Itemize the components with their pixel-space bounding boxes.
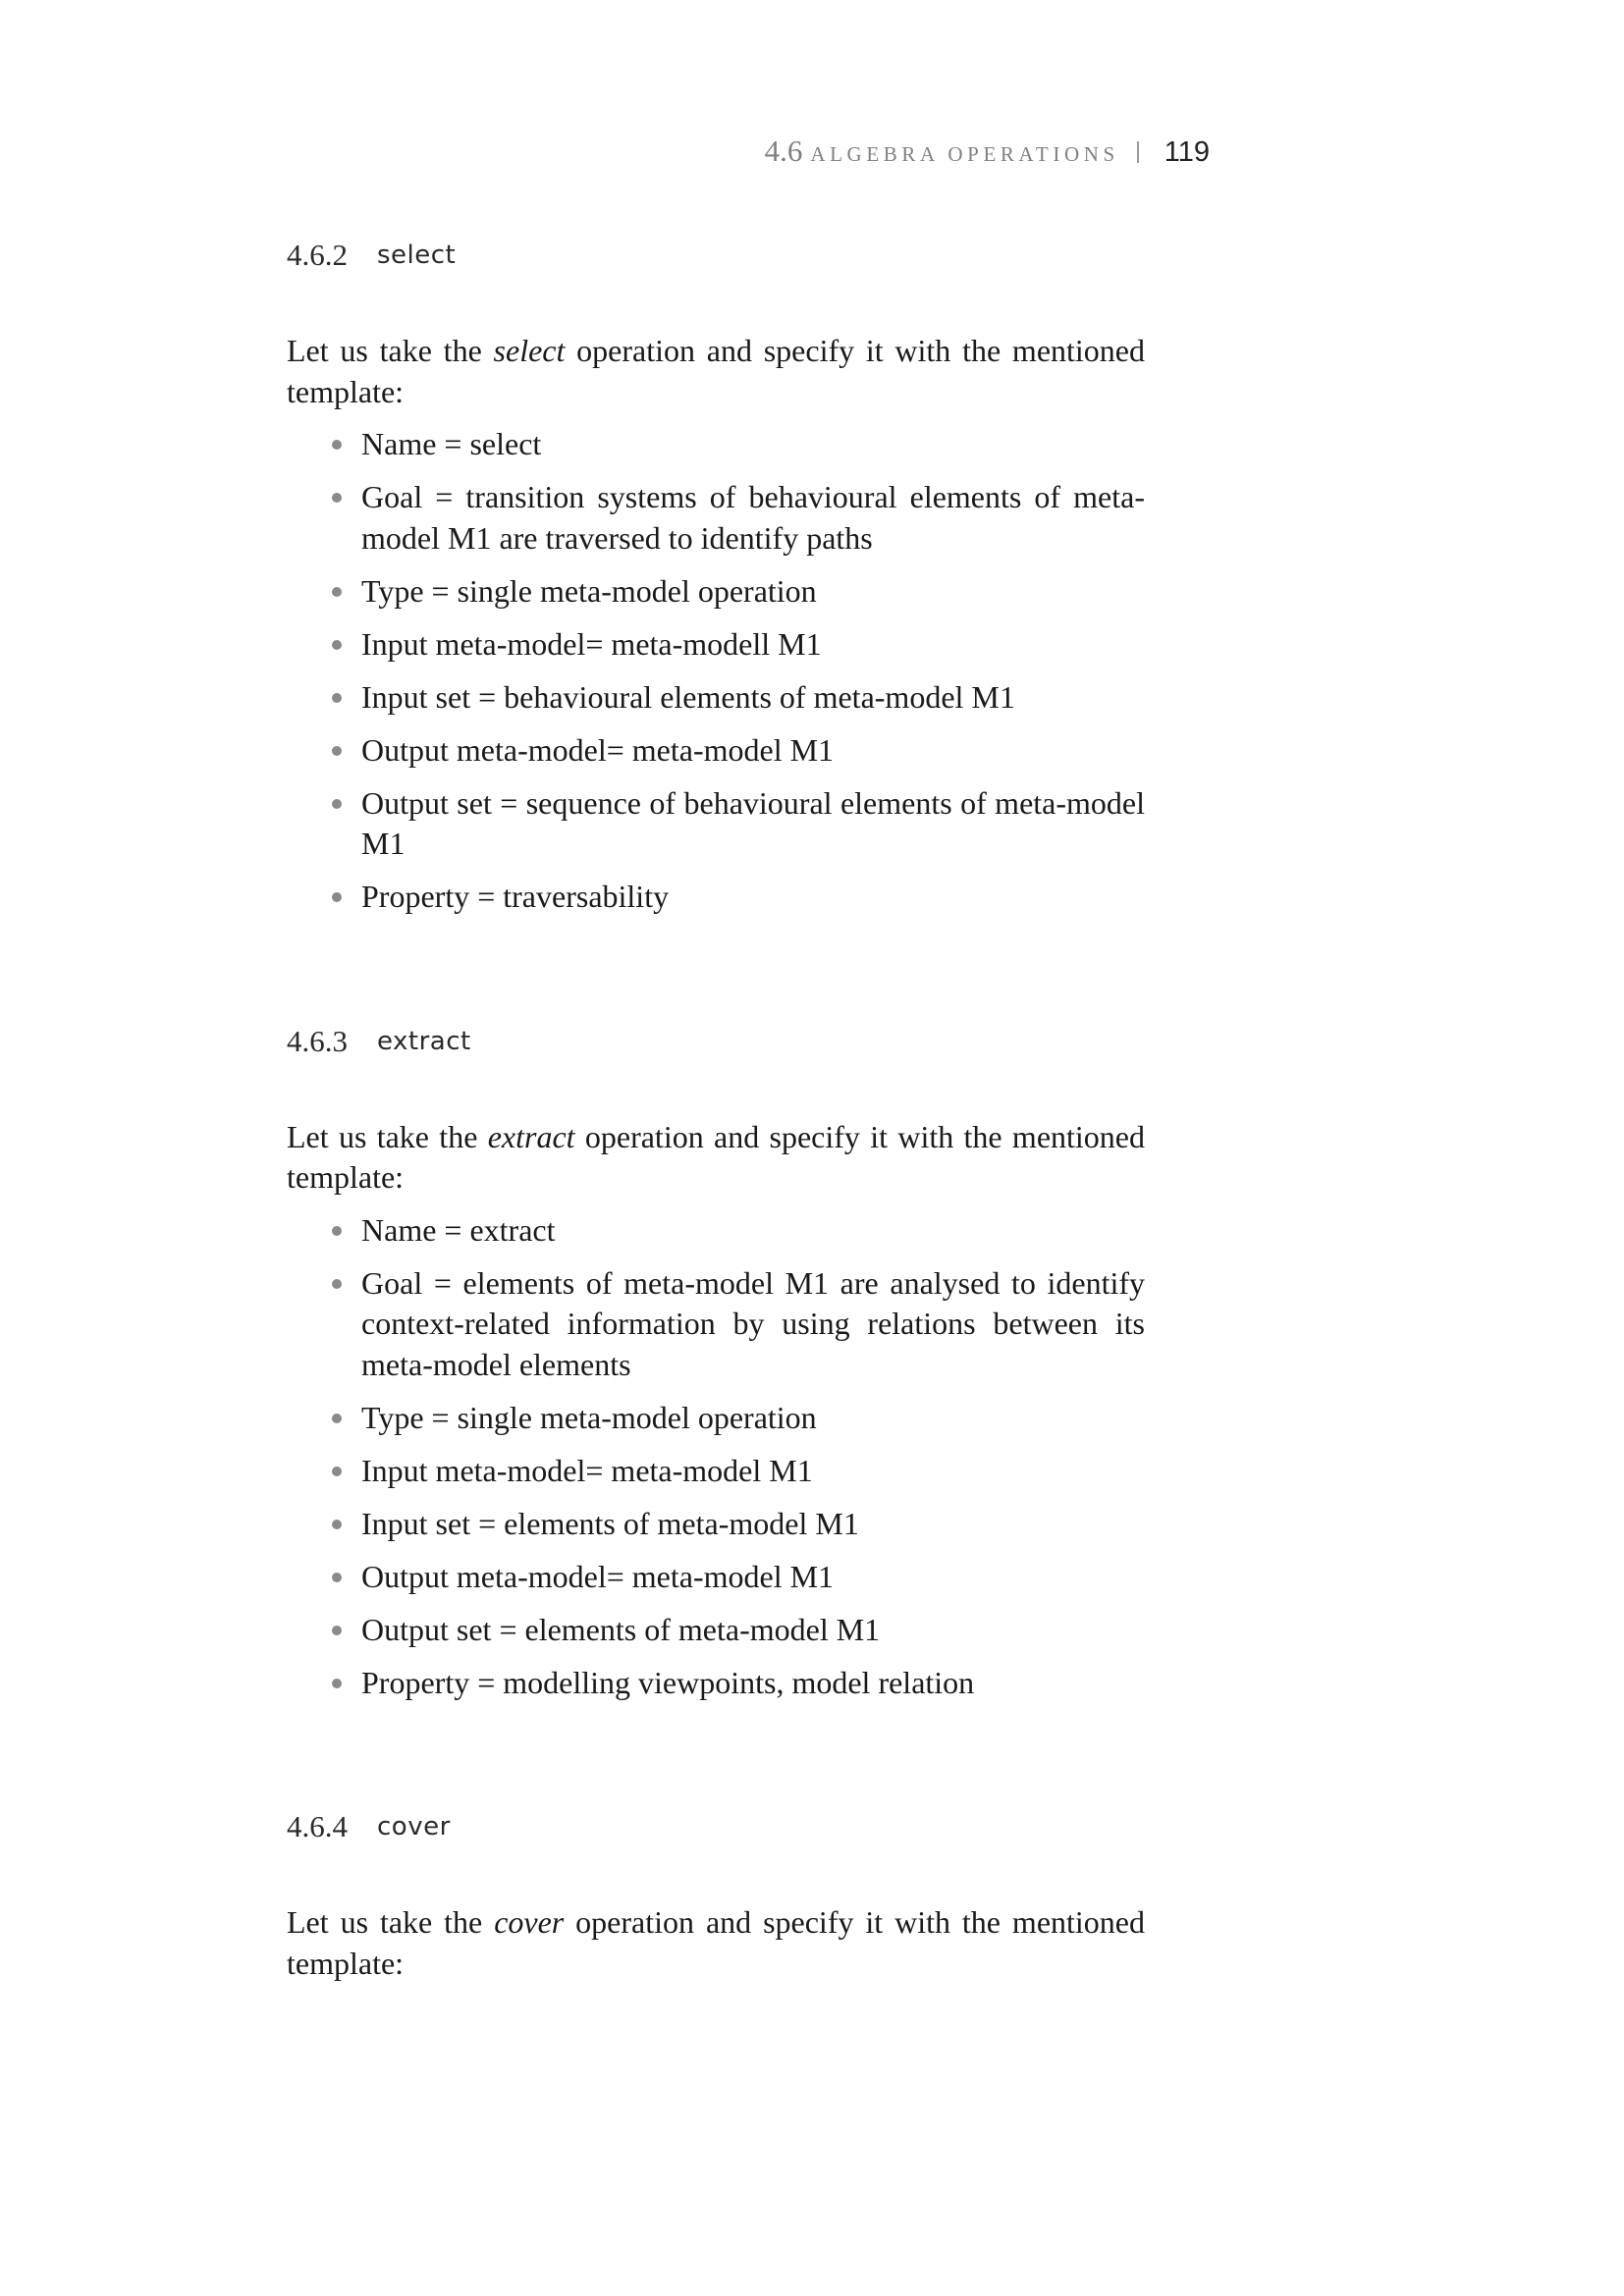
bullet-icon <box>332 1626 342 1635</box>
subsection-cover <box>287 1795 1151 1984</box>
list-item: Output meta-model= meta-model M1 <box>287 730 1145 772</box>
bullet-icon <box>332 1573 342 1582</box>
list-item: Goal = elements of meta-model M1 are analysed to identify context-related information by using relations between its meta-model elements <box>287 1263 1145 1386</box>
bullet-icon <box>332 493 342 503</box>
subsection-heading <box>287 1010 1151 1073</box>
page-number: 119 <box>1164 136 1210 168</box>
subsection-select <box>287 224 1151 918</box>
bullet-icon <box>332 1467 342 1476</box>
bullet-icon <box>332 1279 342 1289</box>
intro-paragraph <box>287 1117 1145 1199</box>
bullet-icon <box>332 640 342 650</box>
bullet-icon <box>332 1414 342 1423</box>
list-item: Input meta-model= meta-model M1 <box>287 1451 1145 1492</box>
subsection-title: cover <box>377 1812 451 1842</box>
header-separator <box>1137 141 1139 163</box>
header-section-number: 4.6 <box>764 133 803 168</box>
intro-paragraph <box>287 1902 1145 1984</box>
subsection-number: 4.6.4 <box>287 1809 348 1843</box>
bullet-icon <box>332 693 342 703</box>
intro-text: operation and specify it with the mentioned template: <box>287 1904 1146 1981</box>
subsection-heading <box>287 1795 1151 1858</box>
intro-emphasis: extract <box>487 1118 575 1154</box>
intro-text: Let us take the <box>287 1904 495 1940</box>
intro-text: operation and specify it with the mentioned template: <box>287 1118 1146 1195</box>
list-item: Output set = elements of meta-model M1 <box>287 1610 1145 1651</box>
subsection-heading <box>287 224 1151 287</box>
subsection-number: 4.6.2 <box>287 238 348 272</box>
intro-text: operation and specify it with the mentioned template: <box>287 333 1146 409</box>
bullet-icon <box>332 587 342 597</box>
subsection-extract <box>287 1010 1151 1704</box>
subsection-title: extract <box>377 1026 471 1056</box>
intro-emphasis: cover <box>494 1904 565 1940</box>
bullet-icon <box>332 892 342 902</box>
list-item: Property = modelling viewpoints, model relation <box>287 1663 1145 1704</box>
intro-paragraph <box>287 331 1145 412</box>
template-list <box>287 1210 1151 1704</box>
intro-text: Let us take the <box>287 333 494 368</box>
page-body <box>287 224 1151 1984</box>
list-item: Type = single meta-model operation <box>287 1398 1145 1439</box>
bullet-icon <box>332 799 342 809</box>
bullet-icon <box>332 1520 342 1529</box>
intro-text: Let us take the <box>287 1118 488 1154</box>
bullet-icon <box>332 1226 342 1236</box>
list-item: Output meta-model= meta-model M1 <box>287 1557 1145 1598</box>
list-item: Type = single meta-model operation <box>287 571 1145 613</box>
subsection-title: select <box>377 240 457 270</box>
list-item: Input meta-model= meta-modell M1 <box>287 624 1145 666</box>
bullet-icon <box>332 1679 342 1688</box>
template-list <box>287 424 1151 918</box>
running-header <box>0 135 1210 167</box>
header-section-title: ALGEBRA OPERATIONS <box>810 142 1119 166</box>
list-item: Goal = transition systems of behavioural elements of meta-model M1 are traversed to identify paths <box>287 477 1145 559</box>
subsection-number: 4.6.3 <box>287 1023 348 1058</box>
list-item: Input set = behavioural elements of meta-model M1 <box>287 677 1145 719</box>
list-item: Property = traversability <box>287 877 1145 918</box>
list-item: Input set = elements of meta-model M1 <box>287 1504 1145 1545</box>
list-item: Name = extract <box>287 1210 1145 1252</box>
list-item: Name = select <box>287 424 1145 465</box>
intro-emphasis: select <box>493 333 566 368</box>
bullet-icon <box>332 440 342 450</box>
bullet-icon <box>332 746 342 756</box>
list-item: Output set = sequence of behavioural elements of meta-model M1 <box>287 783 1145 865</box>
